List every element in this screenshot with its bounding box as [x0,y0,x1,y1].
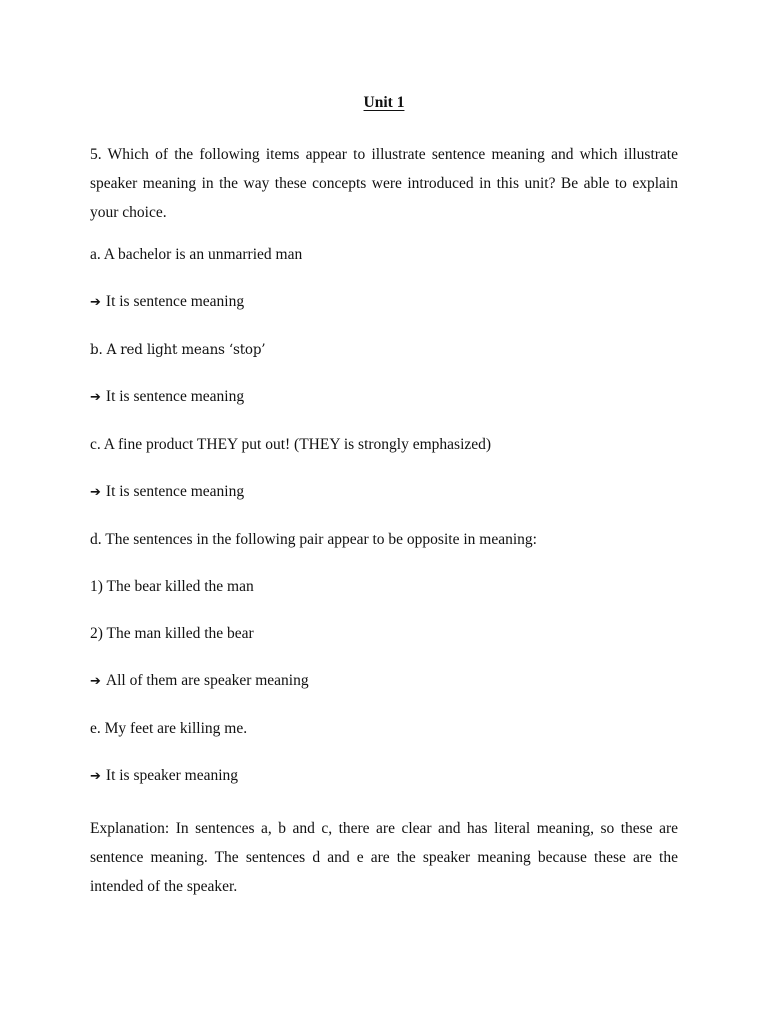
item-d-pair-2: 2) The man killed the bear [90,625,254,642]
item-b-answer [90,387,678,408]
right-arrow-icon: ➔ [90,390,101,405]
right-arrow-icon: ➔ [90,295,101,310]
item-d-answer [90,671,678,692]
item-c-answer [90,482,678,503]
right-arrow-icon: ➔ [90,674,101,689]
item-d-text: d. The sentences in the following pair appear to be opposite in meaning: [90,531,537,548]
question-paragraph: 5. Which of the following items appear to illustrate sentence meaning and which illustrate speaker meaning in the way these concepts were introduced in this unit? Be able to explain your choice. [90,146,678,221]
item-c-answer-text: It is sentence meaning [105,483,245,500]
item-a-answer-text: It is sentence meaning [105,293,245,310]
item-d-answer-text: All of them are speaker meaning [105,672,309,689]
item-d-pair-1: 1) The bear killed the man [90,578,254,595]
item-e-answer [90,766,678,787]
item-c-text: c. A fine product THEY put out! (THEY is strongly emphasized) [90,436,492,453]
item-b-answer-text: It is sentence meaning [105,388,245,405]
right-arrow-icon: ➔ [90,485,101,500]
item-e-text: e. My feet are killing me. [90,720,248,737]
item-b-text: b. A red light means ‘stop’ [90,342,266,358]
document-body [90,140,678,901]
explanation-paragraph: Explanation: In sentences a, b and c, there are clear and has literal meaning, so these are sentence meaning. The sentences d and e are the speaker meaning because these are the intended of the speaker. [90,820,678,895]
right-arrow-icon: ➔ [90,769,101,784]
item-e-answer-text: It is speaker meaning [105,767,239,784]
item-a-text: a. A bachelor is an unmarried man [90,246,303,263]
page-title: Unit 1 [363,94,405,111]
item-a-answer [90,292,678,313]
